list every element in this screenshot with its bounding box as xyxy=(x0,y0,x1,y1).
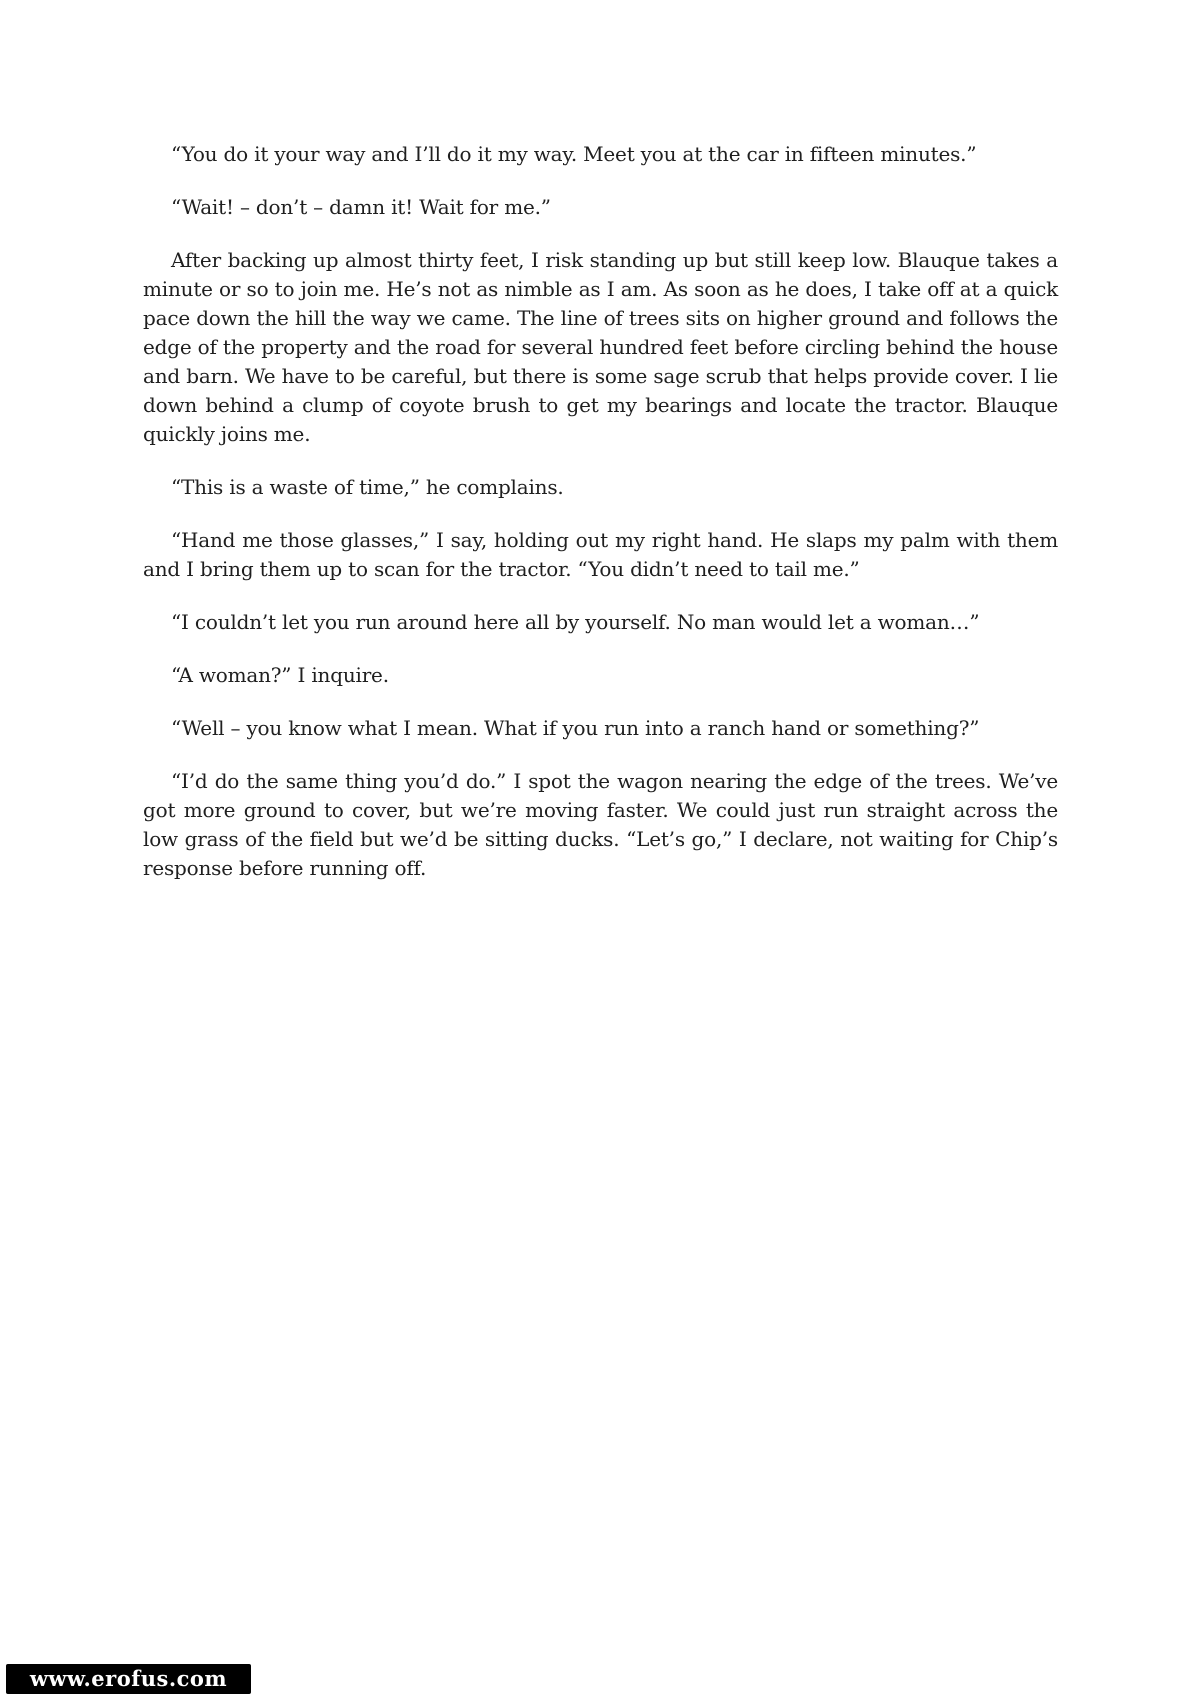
paragraph-9: “I’d do the same thing you’d do.” I spot the wagon nearing the edge of the trees. We’ve got more ground to cover, but we’re moving faster. We could just run straight across the low grass of the field but we’d be sitting ducks. “Let’s go,” I declare, not waiting for Chip’s response before running off. xyxy=(143,769,1058,880)
watermark-text: www.erofus.com xyxy=(29,1666,228,1691)
body-text xyxy=(143,140,1058,907)
paragraph-6: “I couldn’t let you run around here all by yourself. No man would let a woman…” xyxy=(171,610,980,634)
paragraph-1: “You do it your way and I’ll do it my way. Meet you at the car in fifteen minutes.” xyxy=(171,142,977,166)
paragraph-5: “Hand me those glasses,” I say, holding out my right hand. He slaps my palm with them and I bring them up to scan for the tractor. “You didn’t need to tail me.” xyxy=(143,528,1058,581)
paragraph-3: After backing up almost thirty feet, I risk standing up but still keep low. Blauque takes a minute or so to join me. He’s not as nimble as I am. As soon as he does, I take off at a quick pace down the hill the way we came. The line of trees sits on higher ground and follows the edge of the property and the road for several hundred feet before circling behind the house and barn. We have to be careful, but there is some sage scrub that helps provide cover. I lie down behind a clump of coyote brush to get my bearings and locate the tractor. Blauque quickly joins me. xyxy=(143,248,1058,446)
paragraph-8: “Well – you know what I mean. What if you run into a ranch hand or something?” xyxy=(171,716,980,740)
paragraph-4: “This is a waste of time,” he complains. xyxy=(171,475,564,499)
paragraph-7: “A woman?” I inquire. xyxy=(171,663,389,687)
paragraph-2: “Wait! – don’t – damn it! Wait for me.” xyxy=(171,195,551,219)
watermark-badge xyxy=(6,1664,251,1694)
